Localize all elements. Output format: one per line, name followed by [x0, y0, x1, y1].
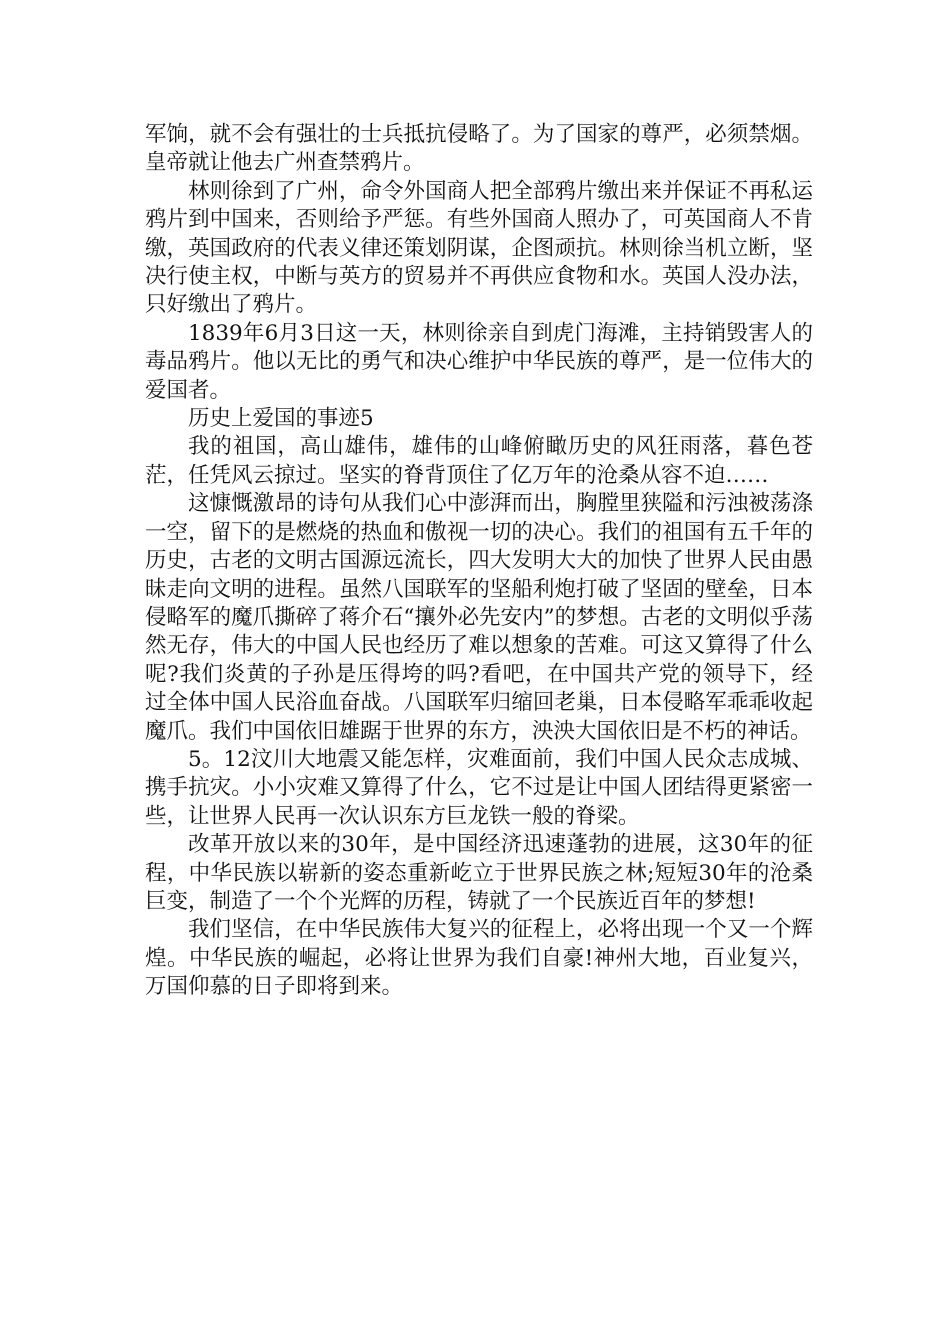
document-body: [145, 121, 813, 1002]
paragraph-five-thousand-years: 这慷慨激昂的诗句从我们心中澎湃而出，胸膛里狭隘和污浊被荡涤一空，留下的是燃烧的热血和傲视一切的决心。我们的祖国有五千年的历史，古老的文明古国源远流长，四大发明大大的加快了世界人民由愚昧走向文明的进程。虽然八国联军的坚船利炮打破了坚固的壁垒，日本侵略军的魔爪撕碎了蒋介石“攘外必先安内”的梦想。古老的文明似乎荡然无存，伟大的中国人民也经历了难以想象的苦难。可这又算得了什么呢?我们炎黄的子孙是压得垮的吗?看吧，在中国共产党的领导下，经过全体中国人民浴血奋战。八国联军归缩回老巢，日本侵略军乖乖收起魔爪。我们中国依旧雄踞于世界的东方，泱泱大国依旧是不朽的神话。: [145, 491, 813, 744]
paragraph-national-rejuvenation: 我们坚信，在中华民族伟大复兴的征程上，必将出现一个又一个辉煌。中华民族的崛起，必将让世界为我们自豪!神州大地，百业复兴，万国仰慕的日子即将到来。: [145, 917, 813, 1000]
paragraph-military-pay: 军饷，就不会有强壮的士兵抵抗侵略了。为了国家的尊严，必须禁烟。皇帝就让他去广州查禁鸦片。: [145, 122, 813, 176]
paragraph-wenchuan-earthquake: 5。12汶川大地震又能怎样，灾难面前，我们中国人民众志成城、携手抗灾。小小灾难又算得了什么，它不过是让中国人团结得更紧密一些，让世界人民再一次认识东方巨龙铁一般的脊梁。: [145, 746, 813, 829]
paragraph-motherland-poem: 我的祖国，高山雄伟，雄伟的山峰俯瞰历史的风狂雨落，暮色苍茫，任凭风云掠过。坚实的脊背顶住了亿万年的沧桑从容不迫……: [145, 434, 813, 488]
paragraph-humen-destruction: 1839年6月3日这一天，林则徐亲自到虎门海滩，主持销毁害人的毒品鸦片。他以无比的勇气和决心维护中华民族的尊严，是一位伟大的爱国者。: [145, 320, 813, 403]
paragraph-reform-opening: 改革开放以来的30年，是中国经济迅速蓬勃的进展，这30年的征程，中华民族以崭新的姿态重新屹立于世界民族之林;短短30年的沧桑巨变，制造了一个个光辉的历程，铸就了一个民族近百年的梦想!: [145, 832, 813, 914]
paragraph-lin-zexu-guangzhou: 林则徐到了广州，命令外国商人把全部鸦片缴出来并保证不再私运鸦片到中国来，否则给予严惩。有些外国商人照办了，可英国商人不肯缴，英国政府的代表义律还策划阴谋，企图顽抗。林则徐当机立断，坚决行使主权，中断与英方的贸易并不再供应食物和水。英国人没办法，只好缴出了鸦片。: [145, 178, 813, 318]
section-heading: 历史上爱国的事迹5: [188, 406, 374, 432]
